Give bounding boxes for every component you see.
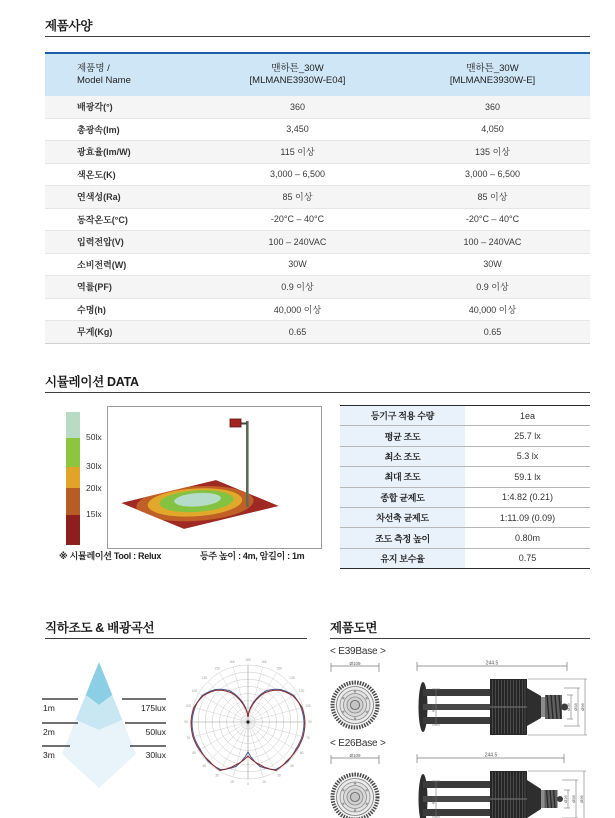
sim-value: 0.80m <box>514 533 540 544</box>
e26-side-view <box>415 747 590 818</box>
svg-text:135: 135 <box>201 676 207 681</box>
cone-distance-3m: 3m <box>43 750 55 760</box>
luminaire-head <box>230 419 241 427</box>
spec-table-body <box>45 96 590 344</box>
model1-code: [MLMANE3930W-E04] <box>249 75 346 86</box>
photometric-title-rule <box>45 638 307 639</box>
neck-dia-dim: Ø58 <box>571 795 576 803</box>
spec-value: 85 이상 <box>477 192 508 203</box>
sim-value: 25.7 lx <box>514 431 541 442</box>
cone-lux-3m: 30lux <box>145 750 166 760</box>
spec-value: 40,000 이상 <box>273 304 322 315</box>
legend-band-30lx <box>66 438 80 467</box>
spec-label: 역률(PF) <box>77 282 112 293</box>
cone-lux-2m: 50lux <box>145 727 166 737</box>
tube-dia-dim: Ø88 <box>430 704 436 712</box>
spec-header-label <box>45 63 200 87</box>
legend-label-50lx: 50lx <box>86 432 102 442</box>
spec-label: 총광속(lm) <box>77 124 120 135</box>
svg-text:90: 90 <box>184 720 188 724</box>
spec-row <box>45 321 590 344</box>
sim-row <box>340 406 590 426</box>
photometric-section-title: 직하조도 & 배광곡선 <box>45 621 155 635</box>
spec-label: 배광각(°) <box>77 102 113 113</box>
spec-value: 30W <box>483 259 502 270</box>
e26-front-view <box>328 752 390 818</box>
length-dim-label: 244.5 <box>484 752 498 759</box>
svg-text:180: 180 <box>245 658 251 662</box>
sim-label: 평균 조도 <box>340 426 465 445</box>
body-dia-dim: Ø96 <box>579 795 584 803</box>
spec-value: 0.9 이상 <box>281 282 314 293</box>
simulation-section-title: 시뮬레이션 DATA <box>45 375 139 389</box>
spec-row <box>45 209 590 232</box>
sim-row <box>340 508 590 528</box>
sim-label: 등기구 적용 수량 <box>340 406 465 425</box>
spec-label: 입력전압(V) <box>77 237 124 248</box>
spec-table <box>45 52 590 344</box>
svg-text:30: 30 <box>277 773 281 778</box>
spec-value: 100 – 240VAC <box>268 236 327 247</box>
spec-header-model-2 <box>395 63 590 87</box>
spec-value: 30W <box>288 259 307 270</box>
spec-label: 무게(Kg) <box>77 327 113 338</box>
pole-height-note: 등주 높이 : 4m, 암길이 : 1m <box>200 551 305 561</box>
spec-value: -20°C – 40°C <box>465 214 520 225</box>
legend-label-30lx: 30lx <box>86 461 102 471</box>
svg-text:90: 90 <box>308 720 312 724</box>
spec-value: 0.65 <box>288 326 307 337</box>
length-dim-label: 244.5 <box>485 660 499 667</box>
svg-text:60: 60 <box>299 751 304 755</box>
sim-label: 조도 측정 높이 <box>340 528 465 547</box>
spec-header-label-line1: 제품명 / <box>77 63 110 74</box>
spec-section-title: 제품사양 <box>45 19 93 33</box>
neck-dia-dim: Ø58 <box>573 703 578 711</box>
front-dia-dim: Ø109 <box>349 753 361 758</box>
svg-text:30: 30 <box>215 773 219 778</box>
spec-title-rule <box>45 36 590 37</box>
legend-band-50lx <box>66 412 80 438</box>
spec-label: 동작온도(°C) <box>77 214 128 225</box>
sim-value: 0.75 <box>518 553 537 564</box>
sim-value: 5.3 lx <box>516 451 539 462</box>
sim-label: 최소 조도 <box>340 447 465 466</box>
legend-band-min <box>66 515 80 545</box>
svg-text:165: 165 <box>261 660 267 665</box>
drawing-section-title: 제품도면 <box>330 621 378 635</box>
model1-name: 맨하튼_30W <box>271 63 324 74</box>
sim-row <box>340 426 590 446</box>
cone-band-3m <box>62 720 136 788</box>
cone-distance-1m: 1m <box>43 703 55 713</box>
spec-row <box>45 164 590 187</box>
spec-header-model-1 <box>200 63 395 87</box>
spec-value: 115 이상 <box>280 147 315 158</box>
cone-lux-1m: 175lux <box>140 703 166 713</box>
base-dia-dim: Ø26 <box>563 795 568 803</box>
sim-row <box>340 467 590 487</box>
svg-text:165: 165 <box>229 660 235 665</box>
svg-text:120: 120 <box>299 689 305 693</box>
spec-value: 40,000 이상 <box>468 304 517 315</box>
illuminance-map <box>114 479 279 530</box>
sim-value: 1ea <box>519 410 536 421</box>
lamp-body <box>419 771 564 818</box>
sim-value: 59.1 lx <box>514 471 541 482</box>
svg-text:75: 75 <box>306 736 310 741</box>
simulation-render <box>108 407 321 548</box>
spec-label: 수명(h) <box>77 304 106 315</box>
legend-band-15lx <box>66 488 80 515</box>
svg-text:105: 105 <box>305 703 311 708</box>
svg-text:45: 45 <box>290 763 294 768</box>
svg-text:75: 75 <box>186 736 190 741</box>
sim-label: 차선축 균제도 <box>340 508 465 527</box>
e39-base-label: < E39Base > <box>330 646 386 657</box>
svg-text:15: 15 <box>262 779 266 784</box>
polar-distribution-chart <box>178 653 320 804</box>
spec-value: 360 <box>289 101 306 112</box>
svg-text:15: 15 <box>230 779 234 784</box>
cone-distance-2m: 2m <box>43 727 55 737</box>
beam-cone-diagram <box>42 653 168 803</box>
svg-text:150: 150 <box>214 666 220 671</box>
legend-label-15lx: 15lx <box>86 509 102 519</box>
simulation-title-rule <box>45 392 590 393</box>
spec-value: 3,000 – 6,500 <box>269 169 326 180</box>
sim-row <box>340 447 590 467</box>
svg-text:120: 120 <box>191 689 197 693</box>
polar-center-dot <box>246 720 249 723</box>
base-dia-dim: Ø39 <box>566 703 571 711</box>
legend-label-20lx: 20lx <box>86 483 102 493</box>
spec-value: 0.65 <box>483 326 502 337</box>
spec-value: 3,000 – 6,500 <box>464 169 521 180</box>
sim-row <box>340 549 590 568</box>
simulation-tool-note: ※ 시뮬레이션 Tool : Relux <box>59 551 162 561</box>
spec-label: 연색성(Ra) <box>77 192 121 203</box>
legend-band-20lx <box>66 467 80 488</box>
sim-label: 종합 균제도 <box>340 488 465 507</box>
sim-label: 유지 보수율 <box>340 549 465 568</box>
svg-text:150: 150 <box>276 666 282 671</box>
sim-label: 최대 조도 <box>340 467 465 486</box>
pole <box>246 421 249 507</box>
spec-row <box>45 119 590 142</box>
svg-text:0: 0 <box>247 782 249 786</box>
svg-text:45: 45 <box>202 763 206 768</box>
spec-value: 135 이상 <box>475 147 510 158</box>
drawing-title-rule <box>330 638 590 639</box>
sim-row <box>340 528 590 548</box>
spec-value: 100 – 240VAC <box>463 236 522 247</box>
model2-name: 맨하튼_30W <box>466 63 519 74</box>
model2-code: [MLMANE3930W-E] <box>449 75 536 86</box>
spec-value: -20°C – 40°C <box>270 214 325 225</box>
spec-label: 소비전력(W) <box>77 259 127 270</box>
svg-text:135: 135 <box>289 676 295 681</box>
spec-row <box>45 141 590 164</box>
lamp-body <box>419 679 569 735</box>
spec-row <box>45 254 590 277</box>
sim-row <box>340 488 590 508</box>
svg-text:60: 60 <box>192 751 197 755</box>
spec-value: 85 이상 <box>282 192 313 203</box>
spec-value: 0.9 이상 <box>476 282 509 293</box>
spec-row <box>45 299 590 322</box>
sim-value: 1:11.09 (0.09) <box>499 512 556 523</box>
spec-row <box>45 231 590 254</box>
spec-row <box>45 276 590 299</box>
body-dia-dim: Ø96 <box>580 703 585 711</box>
spec-row <box>45 96 590 119</box>
spec-row <box>45 186 590 209</box>
spec-label: 색온도(K) <box>77 169 116 180</box>
simulation-render-box <box>107 406 322 549</box>
simulation-result-table <box>340 405 590 569</box>
spec-value: 3,450 <box>286 124 309 135</box>
e39-side-view <box>415 655 590 757</box>
e26-base-label: < E26Base > <box>330 738 386 749</box>
front-dia-dim: Ø109 <box>349 661 361 666</box>
spec-table-header <box>45 52 590 96</box>
svg-text:105: 105 <box>185 703 191 708</box>
spec-header-label-line2: Model Name <box>77 75 131 86</box>
spec-value: 360 <box>484 101 501 112</box>
spec-value: 4,050 <box>481 124 504 135</box>
tube-dia-dim: Ø88 <box>430 796 436 804</box>
spec-label: 광효율(lm/W) <box>77 147 131 158</box>
sim-value: 1:4.82 (0.21) <box>501 492 554 503</box>
